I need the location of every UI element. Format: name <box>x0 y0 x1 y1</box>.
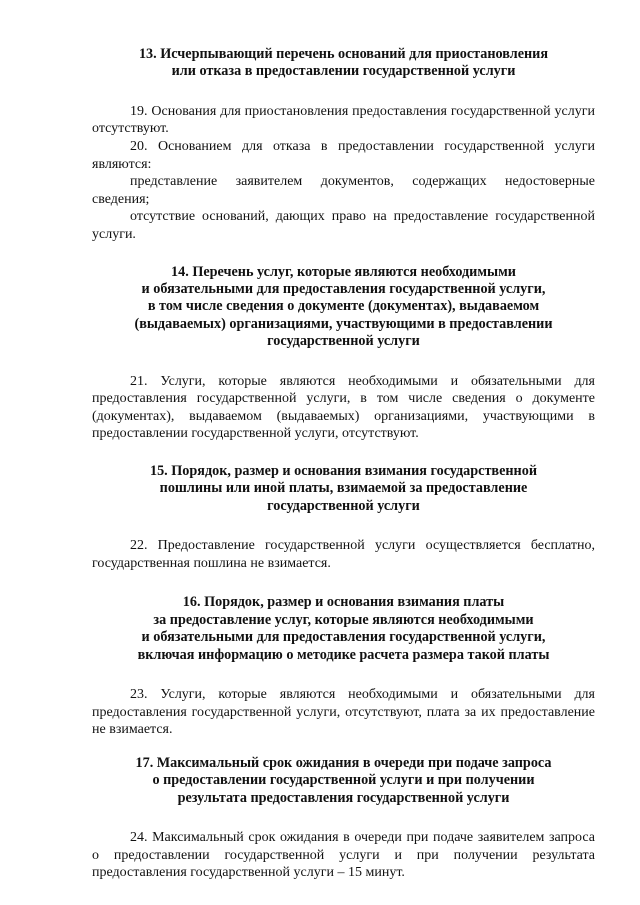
paragraph-20-item-1: представление заявителем документов, содержащих недостоверные сведения; <box>92 174 595 207</box>
heading-line: и обязательными для предоставления государственной услуги, <box>141 629 546 646</box>
section-17-heading <box>92 755 595 807</box>
heading-line: или отказа в предоставлении государственной услуги <box>171 63 516 80</box>
paragraph-20: 20. Основанием для отказа в предоставлении государственной услуги являются: <box>92 139 595 172</box>
heading-line: результата предоставления государственной услуги <box>177 789 510 806</box>
heading-line: 15. Порядок, размер и основания взимания государственной <box>149 462 538 479</box>
document-content <box>92 46 595 882</box>
section-16-heading <box>92 594 595 664</box>
heading-line: государственной услуги <box>267 333 420 350</box>
heading-line: 16. Порядок, размер и основания взимания платы <box>182 594 505 611</box>
heading-line: о предоставлении государственной услуги и при получении <box>152 772 535 789</box>
paragraph-21: 21. Услуги, которые являются необходимыми и обязательными для предоставления государственной услуги, в том числе сведения о документе (документах), выдаваемом (выдаваемых) организациями, участвующими в предоставлении государственной услуги, отсутствуют. <box>92 373 595 442</box>
heading-line: 17. Максимальный срок ожидания в очереди при подаче запроса <box>135 754 552 771</box>
paragraph-20-item-2: отсутствие оснований, дающих право на предоставление государственной услуги. <box>92 209 595 242</box>
section-13-heading <box>92 46 595 81</box>
heading-line: 13. Исчерпывающий перечень оснований для приостановления <box>138 46 549 62</box>
heading-line: государственной услуги <box>267 497 420 514</box>
heading-line: и обязательными для предоставления государственной услуги, <box>141 280 546 297</box>
heading-line: в том числе сведения о документе (документах), выдаваемом <box>147 298 540 315</box>
paragraph-19: 19. Основания для приостановления предоставления государственной услуги отсутствуют. <box>92 103 595 137</box>
heading-line: включая информацию о методике расчета размера такой платы <box>137 646 550 663</box>
paragraph-23: 23. Услуги, которые являются необходимыми и обязательными для предоставления государственной услуги, отсутствуют, плата за их предоставление не взимается. <box>92 687 595 738</box>
heading-line: пошлины или иной платы, взимаемой за предоставление <box>159 480 528 497</box>
heading-line: 14. Перечень услуг, которые являются необходимыми <box>171 263 516 280</box>
paragraph-24: 24. Максимальный срок ожидания в очереди при подаче заявителем запроса о предоставлении государственной услуги и при получении результата предоставления государственной услуги – 15 минут. <box>92 830 595 881</box>
section-15-heading <box>92 463 595 515</box>
section-14-heading <box>92 264 595 351</box>
heading-line: (выдаваемых) организациями, участвующими в предоставлении <box>134 315 553 332</box>
heading-line: за предоставление услуг, которые являются необходимыми <box>153 611 534 628</box>
paragraph-22: 22. Предоставление государственной услуги осуществляется бесплатно, государственная пошлина не взимается. <box>92 538 595 571</box>
